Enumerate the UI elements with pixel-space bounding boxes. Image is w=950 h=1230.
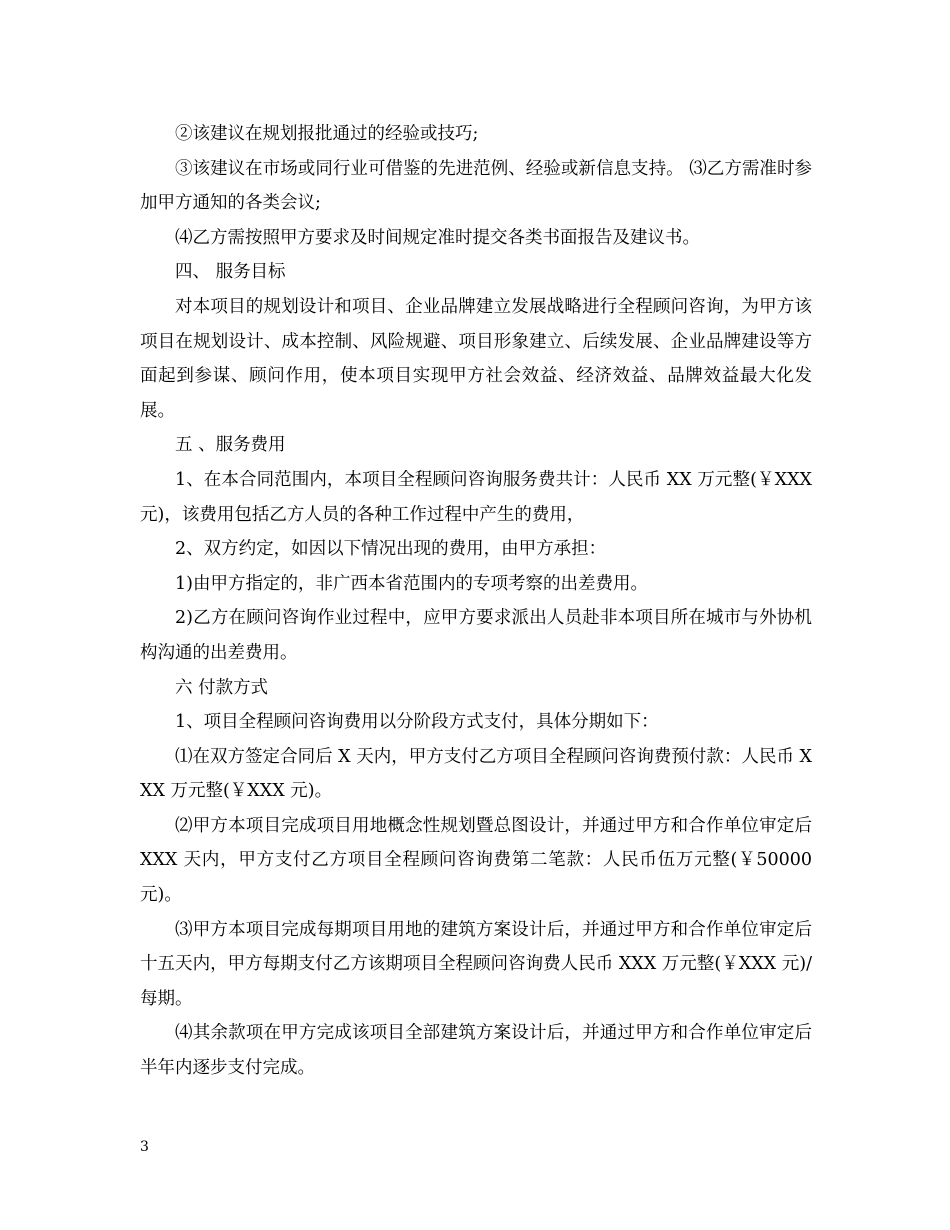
paragraph-fee-agreement: 2、双方约定，如因以下情况出现的费用，由甲方承担：: [175, 539, 607, 560]
paragraph-fee-item-2: 2)乙方在顾问咨询作业过程中，应甲方要求派出人员赴非本项目所在城市与外协机构沟通的出差费用。: [140, 608, 812, 663]
section-heading-payment: 六 付款方式: [175, 677, 269, 698]
paragraph-suggestion-market: ③该建议在市场或同行业可借鉴的先进范例、经验或新信息支持。 ⑶乙方需准时参加甲方通知的各类会议;: [140, 158, 812, 214]
paragraph-payment-stage-4: ⑷其余款项在甲方完成该项目全部建筑方案设计后，并通过甲方和合作单位审定后半年内逐步支付完成。: [140, 1023, 812, 1079]
paragraph-payment-stage-2: ⑵甲方本项目完成项目用地概念性规划暨总图设计，并通过甲方和合作单位审定后 XXX 天内，甲方支付乙方项目全程顾问咨询费第二笔款：人民币伍万元整(￥50000 元)。: [140, 815, 812, 906]
page-number: 3: [140, 1139, 149, 1155]
paragraph-payment-stages: 1、项目全程顾问咨询费用以分阶段方式支付，具体分期如下：: [175, 712, 659, 733]
section-heading-service-goal: 四、 服务目标: [175, 262, 286, 283]
paragraph-payment-stage-3: ⑶甲方本项目完成每期项目用地的建筑方案设计后，并通过甲方和合作单位审定后十五天内，甲方每期支付乙方该期项目全程顾问咨询费人民币 XXX 万元整(￥XXX 元)/每期。: [140, 919, 812, 1009]
paragraph-fee-item-1: 1)由甲方指定的，非广西本省范围内的专项考察的出差费用。: [175, 573, 648, 594]
paragraph-report-submission: ⑷乙方需按照甲方要求及时间规定准时提交各类书面报告及建议书。: [175, 227, 700, 248]
paragraph-service-goal: 对本项目的规划设计和项目、企业品牌建立发展战略进行全程顾问咨询，为甲方该项目在规划设计、成本控制、风险规避、项目形象建立、后续发展、企业品牌建设等方面起到参谋、顾问作用，使本项目实现甲方社会效益、经济效益、品牌效益最大化发展。: [140, 296, 812, 421]
paragraph-suggestion-approval: ②该建议在规划报批通过的经验或技巧;: [175, 124, 479, 144]
document-body: [140, 117, 812, 1086]
paragraph-fee-total: 1、在本合同范围内，本项目全程顾问咨询服务费共计：人民币 XX 万元整(￥XXX 元)，该费用包括乙方人员的各种工作过程中产生的费用，: [140, 469, 812, 525]
section-heading-service-fee: 五 、服务费用: [175, 435, 286, 456]
paragraph-payment-stage-1: ⑴在双方签定合同后 X 天内，甲方支付乙方项目全程顾问咨询费预付款：人民币 XXX 万元整(￥XXX 元)。: [140, 746, 812, 802]
